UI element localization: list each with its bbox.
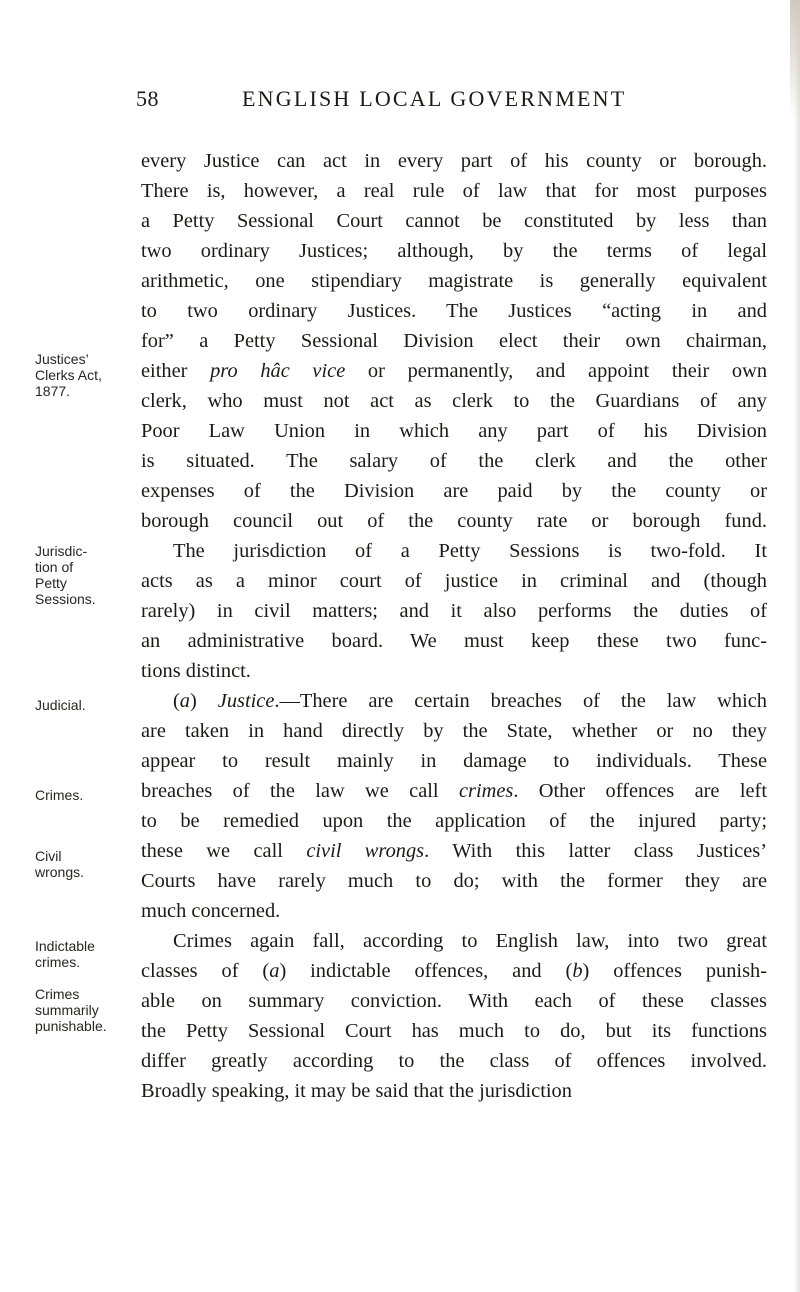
text-line: is situated. The salary of the clerk and the other xyxy=(141,450,767,472)
page-number: 58 xyxy=(136,86,159,111)
text-run: breaches of the law we call xyxy=(141,780,459,802)
text-line xyxy=(141,960,767,990)
text-run: ( xyxy=(173,690,180,712)
text-line: Broadly speaking, it may be said that the jurisdiction xyxy=(141,1080,572,1102)
italic-run: b xyxy=(572,960,583,982)
text-line: clerk, who must not act as clerk to the Guardians of any xyxy=(141,390,767,412)
text-line: to be remedied upon the application of the injured party; xyxy=(141,810,767,832)
italic-run: pro hâc vice xyxy=(210,360,346,382)
text-run: ) indictable offences, and ( xyxy=(279,960,573,982)
text-line: differ greatly according to the class of offences involved. xyxy=(141,1050,767,1072)
text-line xyxy=(141,780,767,810)
italic-run: civil wrongs xyxy=(306,840,425,862)
text-run: either xyxy=(141,360,211,382)
text-run: . With this latter class Justices’ xyxy=(424,840,767,862)
text-line: an administrative board. We must keep these two func- xyxy=(141,630,767,652)
italic-run: crimes xyxy=(458,780,514,802)
margin-note: Crimes. xyxy=(35,787,84,803)
text-run: ) offences punish- xyxy=(582,960,767,982)
italic-run: a xyxy=(179,690,190,712)
margin-note: Justices’ Clerks Act, 1877. xyxy=(35,351,102,399)
text-line xyxy=(173,690,767,720)
running-head: ENGLISH LOCAL GOVERNMENT xyxy=(242,86,627,111)
margin-note: Judicial. xyxy=(35,697,86,713)
text-line: arithmetic, one stipendiary magistrate is generally equivalent xyxy=(141,270,767,292)
text-run: .—There are certain breaches of the law which xyxy=(274,690,768,712)
text-line: Crimes again fall, according to English law, into two great xyxy=(173,930,767,952)
text-line: rarely) in civil matters; and it also performs the duties of xyxy=(141,600,767,622)
text-run: ) xyxy=(190,690,218,712)
text-line: Courts have rarely much to do; with the former they are xyxy=(141,870,767,892)
margin-note: Jurisdic- tion of Petty Sessions. xyxy=(35,543,96,607)
text-run: these we call xyxy=(141,840,307,862)
text-line: appear to result mainly in damage to individuals. These xyxy=(141,750,767,772)
text-line xyxy=(141,360,767,390)
italic-run: a xyxy=(269,960,280,982)
text-line: There is, however, a real rule of law that for most purposes xyxy=(141,180,767,202)
text-line: two ordinary Justices; although, by the terms of legal xyxy=(141,240,767,262)
text-run: classes of ( xyxy=(141,960,270,982)
text-run: . Other offences are left xyxy=(513,780,767,802)
text-line: are taken in hand directly by the State, whether or no they xyxy=(141,720,767,742)
text-line: every Justice can act in every part of his county or borough. xyxy=(141,150,767,172)
text-line: borough council out of the county rate or borough fund. xyxy=(141,510,767,532)
text-run: or permanently, and appoint their own xyxy=(345,360,768,382)
text-line: The jurisdiction of a Petty Sessions is two-fold. It xyxy=(173,540,767,562)
page-header xyxy=(0,86,800,116)
text-line: for” a Petty Sessional Division elect their own chairman, xyxy=(141,330,767,352)
italic-run: Justice xyxy=(217,690,275,712)
text-line: a Petty Sessional Court cannot be constituted by less than xyxy=(141,210,767,232)
margin-note: Civil wrongs. xyxy=(35,848,85,880)
text-line: expenses of the Division are paid by the county or xyxy=(141,480,767,502)
margin-note: Indictable crimes. xyxy=(35,938,95,970)
text-line: Poor Law Union in which any part of his Division xyxy=(141,420,767,442)
margin-note: Crimes summarily punishable. xyxy=(35,986,107,1034)
text-line: tions distinct. xyxy=(141,660,251,682)
text-line: the Petty Sessional Court has much to do, but its functions xyxy=(141,1020,767,1042)
text-line: acts as a minor court of justice in criminal and (though xyxy=(141,570,767,592)
text-line: much concerned. xyxy=(141,900,281,922)
text-line: able on summary conviction. With each of these classes xyxy=(141,990,767,1012)
text-line: to two ordinary Justices. The Justices “acting in and xyxy=(141,300,767,322)
scan-edge-shadow xyxy=(794,0,800,1292)
text-line xyxy=(141,840,767,870)
